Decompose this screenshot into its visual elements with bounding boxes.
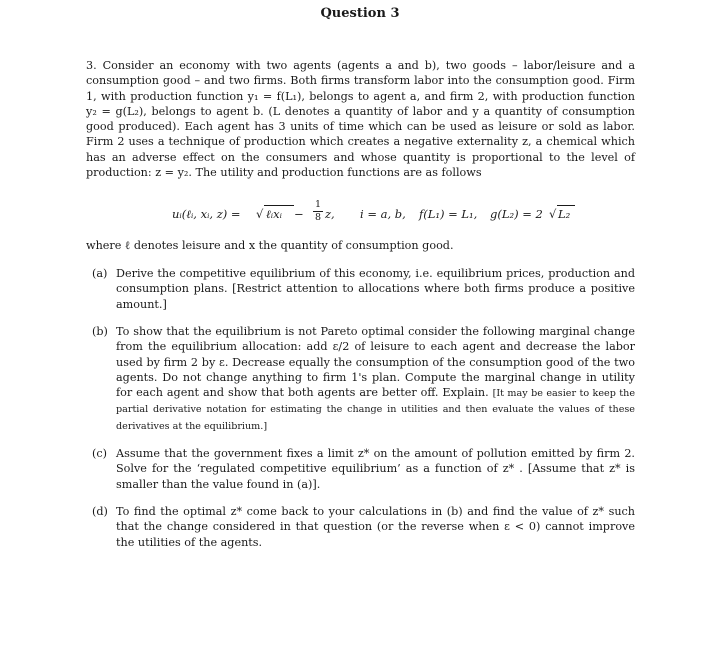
- f-definition: f(L₁) = L₁,: [419, 207, 478, 221]
- agent-index: i = a, b,: [360, 207, 406, 221]
- part-a: [92, 266, 635, 312]
- part-text: Assume that the government fixes a limit z* on the amount of pollution emitted by firm 2. Solve for the ‘regulated competitive equilibrium’ as a function of z* . [Assume that z* is smaller than the value found in (a)].: [116, 447, 635, 491]
- g-lhs: g(L₂) = 2: [490, 207, 543, 221]
- part-label: (c): [92, 447, 107, 460]
- fraction-one-eighth: [313, 200, 323, 223]
- part-text: [116, 324, 635, 434]
- question-title: Question 3: [320, 6, 400, 21]
- frac-denominator: 8: [314, 212, 322, 223]
- part-c: [92, 446, 635, 492]
- part-text: Derive the competitive equilibrium of this economy, i.e. equilibrium prices, production and consumption plans. [Restrict attention to allocations where both firms produce a positive amount.]: [116, 267, 635, 311]
- g-root: L₂: [558, 207, 571, 221]
- minus-sign: −: [294, 207, 304, 221]
- part-label: (b): [92, 325, 108, 338]
- utility-lhs: uᵢ(ℓᵢ, xᵢ, z) =: [172, 207, 241, 221]
- utility-root: ℓᵢxᵢ: [266, 207, 282, 221]
- part-label: (a): [92, 267, 108, 280]
- part-d: [92, 504, 635, 550]
- frac-numerator: 1: [314, 199, 322, 210]
- part-label: (d): [92, 505, 108, 518]
- z-term: z,: [325, 207, 335, 221]
- intro-paragraph: 3. Consider an economy with two agents (agents a and b), two goods – labor/leisure and a consumption good – and two firms. Both firms transform labor into the consumption good. Firm 1, with production function y₁ = f(L₁), belongs to agent a, and firm 2, with production function y₂ = g(L₂), belongs to agent b. (L denotes a quantity of labor and y a quantity of consumption good produced). Each agent has 3 units of time which can be used as leisure or sold as labor. Firm 2 uses a technique of production which creates a negative externality z, a chemical which has an adverse effect on the consumers and whose quantity is proportional to the level of production: z = y₂. The utility and production functions are as follows: [86, 59, 635, 180]
- part-b-note: [It may be easier to keep the partial derivative notation for estimating the change in utilities and then evaluate the values of these derivatives at the equilibrium.]: [116, 388, 635, 432]
- part-text: To find the optimal z* come back to your calculations in (b) and find the value of z* such that the change considered in that question (or the reverse when ε < 0) cannot improve the utilities of the agents.: [116, 505, 635, 549]
- utility-production-equation: uᵢ(ℓᵢ, xᵢ, z) = √ ℓᵢxᵢ − 1 8 z, i = a, b, f(L₁) = L₁, g(L₂) = 2 √ L₂: [172, 200, 592, 230]
- notation-note: where ℓ denotes leisure and x the quantity of consumption good.: [86, 239, 454, 252]
- part-b-main: To show that the equilibrium is not Pareto optimal consider the following marginal change from the equilibrium allocation: add ε/2 of leisure to each agent and decrease the labor used by firm 2 by ε. Decrease equally the consumption of the consumption good of the two agents. Do not change anything to firm 1's plan. Compute the marginal change in utility for each agent and show that both agents are better off. Explain.: [116, 325, 635, 400]
- problem-intro: [86, 58, 635, 180]
- part-b: [92, 324, 635, 434]
